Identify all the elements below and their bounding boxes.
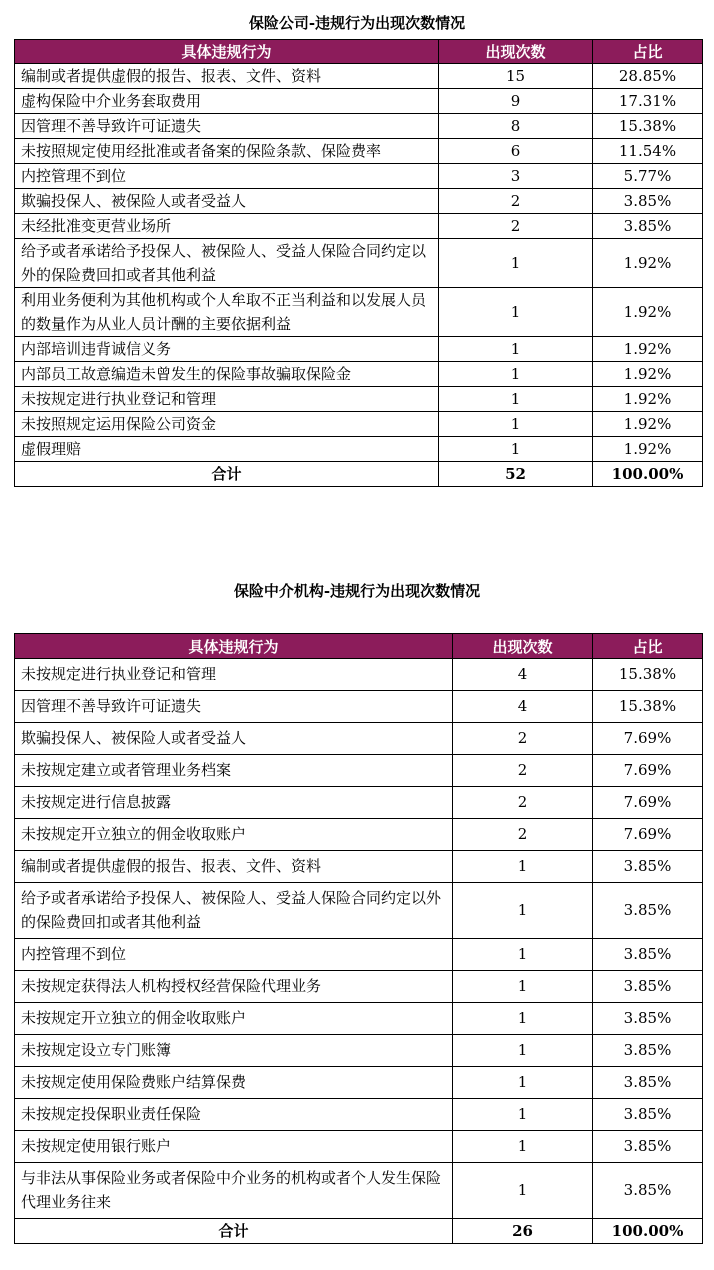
- count-cell: 1: [453, 883, 593, 939]
- header-count: 出现次数: [439, 40, 593, 64]
- percent-cell: 7.69%: [593, 787, 703, 819]
- behavior-cell: 未经批准变更营业场所: [15, 214, 439, 239]
- behavior-cell: 内部培训违背诚信义务: [15, 337, 439, 362]
- behavior-cell: 未按规定设立专门账簿: [15, 1035, 453, 1067]
- table-row: [15, 189, 703, 214]
- behavior-cell: 未按规定进行执业登记和管理: [15, 387, 439, 412]
- total-label: 合计: [15, 1219, 453, 1244]
- count-cell: 1: [453, 1163, 593, 1219]
- count-cell: 1: [453, 1003, 593, 1035]
- behavior-cell: 未按规定开立独立的佣金收取账户: [15, 819, 453, 851]
- percent-cell: 3.85%: [593, 1163, 703, 1219]
- behavior-cell: 因管理不善导致许可证遗失: [15, 114, 439, 139]
- percent-cell: 3.85%: [593, 1067, 703, 1099]
- table-row: [15, 164, 703, 189]
- percent-cell: 15.38%: [593, 114, 703, 139]
- table-row: [15, 239, 703, 288]
- table-row: [15, 939, 703, 971]
- count-cell: 1: [439, 239, 593, 288]
- table-row: [15, 288, 703, 337]
- header-behavior: 具体违规行为: [15, 40, 439, 64]
- count-cell: 1: [453, 1035, 593, 1067]
- count-cell: 4: [453, 659, 593, 691]
- count-cell: 15: [439, 64, 593, 89]
- table-row: [15, 337, 703, 362]
- table-row: [15, 755, 703, 787]
- count-cell: 1: [453, 1131, 593, 1163]
- count-cell: 3: [439, 164, 593, 189]
- header-percent: 占比: [593, 634, 703, 659]
- behavior-cell: 虚假理赔: [15, 437, 439, 462]
- percent-cell: 7.69%: [593, 819, 703, 851]
- behavior-cell: 未按规定开立独立的佣金收取账户: [15, 1003, 453, 1035]
- intermediary-violations-table: [14, 633, 703, 1244]
- behavior-cell: 给予或者承诺给予投保人、被保险人、受益人保险合同约定以外的保险费回扣或者其他利益: [15, 239, 439, 288]
- percent-cell: 3.85%: [593, 883, 703, 939]
- behavior-cell: 未按规定建立或者管理业务档案: [15, 755, 453, 787]
- count-cell: 1: [453, 939, 593, 971]
- total-row: [15, 462, 703, 487]
- count-cell: 1: [439, 412, 593, 437]
- percent-cell: 11.54%: [593, 139, 703, 164]
- behavior-cell: 利用业务便利为其他机构或个人牟取不正当利益和以发展人员的数量作为从业人员计酬的主要依据利益: [15, 288, 439, 337]
- behavior-cell: 虚构保险中介业务套取费用: [15, 89, 439, 114]
- header-percent: 占比: [593, 40, 703, 64]
- table-row: [15, 819, 703, 851]
- percent-cell: 3.85%: [593, 189, 703, 214]
- count-cell: 1: [453, 971, 593, 1003]
- table2-title: 保险中介机构-违规行为出现次数情况: [233, 582, 481, 600]
- behavior-cell: 内控管理不到位: [15, 164, 439, 189]
- count-cell: 2: [439, 214, 593, 239]
- count-cell: 9: [439, 89, 593, 114]
- table-row: [15, 659, 703, 691]
- percent-cell: 1.92%: [593, 437, 703, 462]
- table-row: [15, 691, 703, 723]
- count-cell: 1: [439, 387, 593, 412]
- table1-title: 保险公司-违规行为出现次数情况: [248, 14, 466, 32]
- percent-cell: 7.69%: [593, 723, 703, 755]
- table-row: [15, 214, 703, 239]
- percent-cell: 7.69%: [593, 755, 703, 787]
- total-percent: 100.00%: [593, 462, 703, 487]
- total-count: 52: [439, 462, 593, 487]
- behavior-cell: 未按照规定运用保险公司资金: [15, 412, 439, 437]
- count-cell: 1: [439, 288, 593, 337]
- header-count: 出现次数: [453, 634, 593, 659]
- behavior-cell: 内控管理不到位: [15, 939, 453, 971]
- count-cell: 2: [439, 189, 593, 214]
- count-cell: 8: [439, 114, 593, 139]
- table-row: [15, 1067, 703, 1099]
- percent-cell: 3.85%: [593, 1035, 703, 1067]
- table-row: [15, 883, 703, 939]
- behavior-cell: 欺骗投保人、被保险人或者受益人: [15, 189, 439, 214]
- behavior-cell: 内部员工故意编造未曾发生的保险事故骗取保险金: [15, 362, 439, 387]
- percent-cell: 28.85%: [593, 64, 703, 89]
- table-row: [15, 387, 703, 412]
- table-row: [15, 64, 703, 89]
- count-cell: 1: [439, 362, 593, 387]
- percent-cell: 3.85%: [593, 1099, 703, 1131]
- count-cell: 1: [439, 437, 593, 462]
- count-cell: 2: [453, 819, 593, 851]
- percent-cell: 1.92%: [593, 337, 703, 362]
- percent-cell: 3.85%: [593, 939, 703, 971]
- table-row: [15, 851, 703, 883]
- total-row: [15, 1219, 703, 1244]
- behavior-cell: 未按规定进行信息披露: [15, 787, 453, 819]
- count-cell: 2: [453, 723, 593, 755]
- table-header-row: [15, 40, 703, 64]
- behavior-cell: 与非法从事保险业务或者保险中介业务的机构或者个人发生保险代理业务往来: [15, 1163, 453, 1219]
- behavior-cell: 编制或者提供虚假的报告、报表、文件、资料: [15, 64, 439, 89]
- table-row: [15, 1131, 703, 1163]
- count-cell: 6: [439, 139, 593, 164]
- table-row: [15, 971, 703, 1003]
- header-behavior: 具体违规行为: [15, 634, 453, 659]
- behavior-cell: 未按规定使用保险费账户结算保费: [15, 1067, 453, 1099]
- table-row: [15, 787, 703, 819]
- behavior-cell: 未按规定投保职业责任保险: [15, 1099, 453, 1131]
- percent-cell: 3.85%: [593, 214, 703, 239]
- total-count: 26: [453, 1219, 593, 1244]
- count-cell: 2: [453, 755, 593, 787]
- table-row: [15, 723, 703, 755]
- total-percent: 100.00%: [593, 1219, 703, 1244]
- percent-cell: 1.92%: [593, 239, 703, 288]
- count-cell: 1: [453, 1067, 593, 1099]
- total-label: 合计: [15, 462, 439, 487]
- table-row: [15, 1163, 703, 1219]
- behavior-cell: 未按照规定使用经批准或者备案的保险条款、保险费率: [15, 139, 439, 164]
- table-row: [15, 139, 703, 164]
- behavior-cell: 未按规定使用银行账户: [15, 1131, 453, 1163]
- behavior-cell: 未按规定进行执业登记和管理: [15, 659, 453, 691]
- count-cell: 1: [439, 337, 593, 362]
- percent-cell: 3.85%: [593, 1003, 703, 1035]
- behavior-cell: 未按规定获得法人机构授权经营保险代理业务: [15, 971, 453, 1003]
- table-row: [15, 437, 703, 462]
- percent-cell: 3.85%: [593, 1131, 703, 1163]
- count-cell: 2: [453, 787, 593, 819]
- count-cell: 1: [453, 851, 593, 883]
- table-row: [15, 114, 703, 139]
- percent-cell: 17.31%: [593, 89, 703, 114]
- percent-cell: 3.85%: [593, 851, 703, 883]
- percent-cell: 5.77%: [593, 164, 703, 189]
- behavior-cell: 欺骗投保人、被保险人或者受益人: [15, 723, 453, 755]
- insurer-violations-table: [14, 39, 703, 487]
- table-row: [15, 1035, 703, 1067]
- table-row: [15, 89, 703, 114]
- table-row: [15, 362, 703, 387]
- behavior-cell: 编制或者提供虚假的报告、报表、文件、资料: [15, 851, 453, 883]
- percent-cell: 15.38%: [593, 659, 703, 691]
- percent-cell: 15.38%: [593, 691, 703, 723]
- percent-cell: 1.92%: [593, 362, 703, 387]
- behavior-cell: 给予或者承诺给予投保人、被保险人、受益人保险合同约定以外的保险费回扣或者其他利益: [15, 883, 453, 939]
- table-row: [15, 1099, 703, 1131]
- percent-cell: 3.85%: [593, 971, 703, 1003]
- count-cell: 4: [453, 691, 593, 723]
- table-row: [15, 1003, 703, 1035]
- table-row: [15, 412, 703, 437]
- behavior-cell: 因管理不善导致许可证遗失: [15, 691, 453, 723]
- count-cell: 1: [453, 1099, 593, 1131]
- percent-cell: 1.92%: [593, 412, 703, 437]
- percent-cell: 1.92%: [593, 387, 703, 412]
- table-header-row: [15, 634, 703, 659]
- percent-cell: 1.92%: [593, 288, 703, 337]
